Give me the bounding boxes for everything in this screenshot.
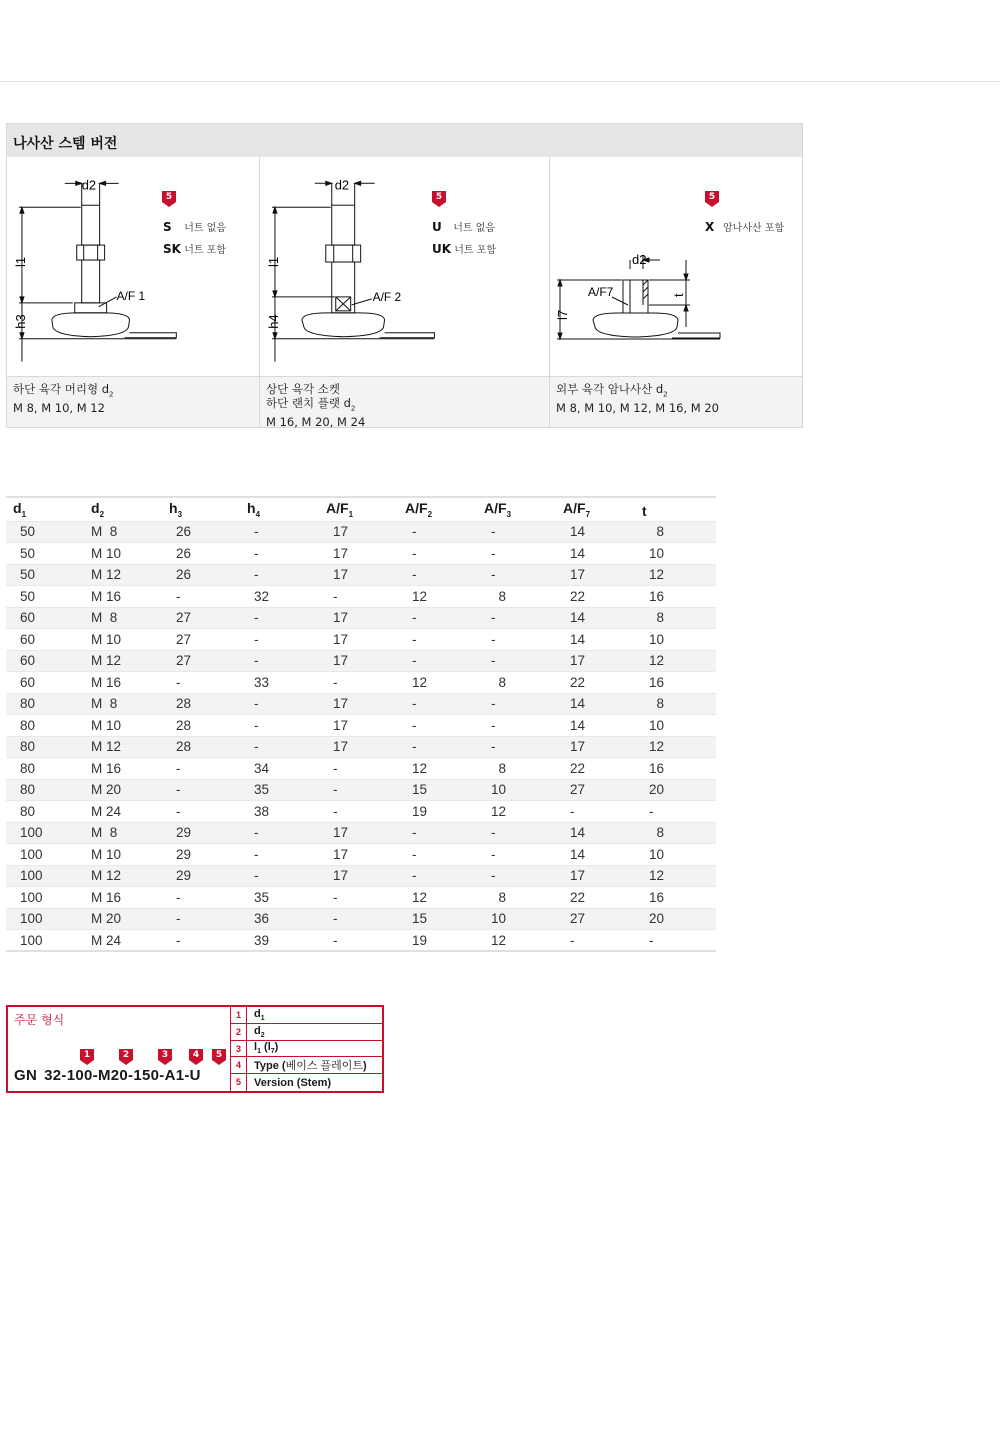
table-cell: M 20 — [84, 908, 162, 930]
table-cell: 60 — [6, 672, 84, 694]
table-cell: - — [477, 607, 556, 629]
column-header: t — [635, 497, 716, 521]
table-cell: 27 — [556, 779, 635, 801]
callout-h4: h4 — [265, 314, 281, 329]
table-cell: 50 — [6, 543, 84, 565]
callout-l7: l7 — [555, 309, 570, 320]
order-code-part: - — [159, 1067, 165, 1084]
order-badge-icon: 2 — [119, 1049, 133, 1065]
order-code-part: 150 — [133, 1067, 160, 1084]
table-cell: - — [240, 629, 319, 651]
table-row — [6, 865, 716, 887]
table-cell: 12 — [398, 586, 477, 608]
table-row — [6, 521, 716, 543]
table-cell: M 8 — [84, 822, 162, 844]
table-cell: - — [398, 564, 477, 586]
table-cell: M 8 — [84, 693, 162, 715]
table-cell: - — [162, 672, 240, 694]
table-header-row — [6, 497, 716, 521]
drawing-female-thread — [550, 157, 802, 376]
table-cell: 8 — [635, 521, 716, 543]
table-cell: 50 — [6, 586, 84, 608]
table-cell: 16 — [635, 586, 716, 608]
table-row — [6, 629, 716, 651]
table-cell: M 10 — [84, 844, 162, 866]
table-cell: 60 — [6, 650, 84, 672]
table-cell: 16 — [635, 887, 716, 909]
table-row — [6, 844, 716, 866]
table-cell: 17 — [319, 822, 398, 844]
table-cell: M 24 — [84, 801, 162, 823]
table-cell: 8 — [477, 672, 556, 694]
table-cell: M 12 — [84, 736, 162, 758]
table-cell: 20 — [635, 779, 716, 801]
table-cell: 17 — [319, 521, 398, 543]
callout-af1: A/F 1 — [116, 288, 146, 303]
order-code-part: - — [128, 1067, 134, 1084]
table-cell: M 8 — [84, 521, 162, 543]
order-legend-row: 1 $d_1$ — [231, 1007, 382, 1024]
callout-d2: d2 — [632, 252, 647, 267]
column-header: $h_4$ — [240, 497, 319, 521]
table-cell: 33 — [240, 672, 319, 694]
column-header: $d_1$ — [6, 497, 84, 521]
table-row — [6, 736, 716, 758]
table-cell: 17 — [319, 736, 398, 758]
table-cell: 14 — [556, 844, 635, 866]
option-s: S 너트 없음 — [163, 220, 227, 234]
table-cell: 32 — [240, 586, 319, 608]
table-cell: 8 — [477, 586, 556, 608]
order-format-box — [6, 1005, 384, 1093]
dimensions-table — [6, 496, 716, 952]
table-cell: - — [240, 564, 319, 586]
variant-panel-hex-socket — [260, 157, 550, 430]
table-cell: - — [556, 801, 635, 823]
table-cell: 14 — [556, 607, 635, 629]
table-cell: - — [319, 758, 398, 780]
table-cell: - — [477, 564, 556, 586]
order-title: 주문 형식 — [14, 1013, 65, 1027]
table-cell: 26 — [162, 521, 240, 543]
column-header: $A/F_2$ — [398, 497, 477, 521]
table-row — [6, 586, 716, 608]
table-row — [6, 693, 716, 715]
table-cell: - — [635, 801, 716, 823]
order-badge-icon: 4 — [189, 1049, 203, 1065]
table-cell: - — [162, 779, 240, 801]
table-cell: 22 — [556, 887, 635, 909]
variant-panel-female-thread — [550, 157, 802, 427]
table-cell: 80 — [6, 758, 84, 780]
table-cell: 80 — [6, 779, 84, 801]
table-cell: M 10 — [84, 543, 162, 565]
table-cell: - — [477, 629, 556, 651]
table-cell: 12 — [635, 736, 716, 758]
table-cell: 14 — [556, 629, 635, 651]
order-code-part: - — [61, 1067, 67, 1084]
table-cell: 29 — [162, 844, 240, 866]
table-cell: 14 — [556, 693, 635, 715]
table-cell: 22 — [556, 586, 635, 608]
table-cell: 17 — [319, 693, 398, 715]
table-cell: 39 — [240, 930, 319, 952]
table-cell: - — [635, 930, 716, 952]
table-cell: - — [319, 586, 398, 608]
table-cell: 12 — [398, 758, 477, 780]
table-cell: - — [398, 650, 477, 672]
table-cell: 28 — [162, 736, 240, 758]
table-cell: - — [240, 736, 319, 758]
order-badge-icon: 1 — [80, 1049, 94, 1065]
table-cell: - — [162, 930, 240, 952]
order-legend-row: 5 Version (Stem) — [231, 1074, 382, 1091]
order-code-part: M20 — [97, 1067, 129, 1084]
table-cell: 80 — [6, 801, 84, 823]
callout-af2: A/F 2 — [372, 289, 402, 304]
table-cell: - — [240, 715, 319, 737]
table-cell: M 20 — [84, 779, 162, 801]
version-badge-icon: 5 — [705, 191, 719, 207]
table-cell: - — [477, 736, 556, 758]
table-cell: 17 — [319, 715, 398, 737]
table-cell: 100 — [6, 844, 84, 866]
table-cell: 80 — [6, 693, 84, 715]
table-cell: 17 — [556, 564, 635, 586]
order-code-part: U — [189, 1067, 201, 1084]
table-cell: - — [240, 693, 319, 715]
table-cell: - — [477, 715, 556, 737]
order-code-part: 32 — [44, 1067, 62, 1084]
table-cell: 100 — [6, 908, 84, 930]
table-cell: M 10 — [84, 715, 162, 737]
table-cell: - — [319, 908, 398, 930]
table-cell: 80 — [6, 736, 84, 758]
table-cell: 10 — [477, 779, 556, 801]
order-code — [14, 1067, 201, 1084]
table-cell: 17 — [319, 650, 398, 672]
table-cell: 27 — [162, 650, 240, 672]
table-cell: M 10 — [84, 629, 162, 651]
column-header: $h_3$ — [162, 497, 240, 521]
table-cell: 12 — [635, 865, 716, 887]
table-cell: 17 — [319, 865, 398, 887]
table-cell: - — [398, 865, 477, 887]
table-cell: - — [240, 543, 319, 565]
order-legend-row: 2 $d_2$ — [231, 1024, 382, 1041]
table-cell: 60 — [6, 629, 84, 651]
order-badge-icon: 3 — [158, 1049, 172, 1065]
column-header: $A/F_1$ — [319, 497, 398, 521]
table-cell: 28 — [162, 693, 240, 715]
callout-d2: d2 — [334, 177, 350, 193]
table-cell: 12 — [477, 930, 556, 952]
table-row — [6, 607, 716, 629]
caption-hex-bottom: 하단 육각 머리형 $d_2$ M 8, M 10, M 12 — [7, 376, 259, 427]
table-row — [6, 930, 716, 952]
table-cell: - — [162, 801, 240, 823]
table-cell: - — [477, 521, 556, 543]
callout-t: t — [671, 293, 686, 297]
table-cell: 10 — [635, 844, 716, 866]
table-cell: 10 — [635, 629, 716, 651]
table-cell: 100 — [6, 822, 84, 844]
table-cell: 17 — [319, 607, 398, 629]
table-cell: 10 — [635, 543, 716, 565]
table-cell: 8 — [477, 758, 556, 780]
table-cell: 16 — [635, 758, 716, 780]
table-cell: - — [240, 521, 319, 543]
table-cell: 10 — [635, 715, 716, 737]
table-cell: 12 — [635, 650, 716, 672]
table-cell: 14 — [556, 543, 635, 565]
table-cell: - — [319, 801, 398, 823]
table-cell: - — [162, 908, 240, 930]
table-cell: 15 — [398, 908, 477, 930]
drawing-hex-bottom — [7, 157, 259, 376]
table-cell: - — [477, 543, 556, 565]
table-cell: 15 — [398, 779, 477, 801]
callout-af7: A/F7 — [588, 285, 614, 299]
table-cell: 8 — [477, 887, 556, 909]
table-row — [6, 822, 716, 844]
table-cell: - — [240, 844, 319, 866]
table-cell: 80 — [6, 715, 84, 737]
table-cell: - — [162, 586, 240, 608]
table-cell: - — [319, 930, 398, 952]
table-cell: M 16 — [84, 586, 162, 608]
table-cell: - — [398, 844, 477, 866]
table-row — [6, 672, 716, 694]
table-cell: 12 — [477, 801, 556, 823]
table-cell: M 16 — [84, 672, 162, 694]
table-cell: M 8 — [84, 607, 162, 629]
option-u: U 너트 없음 — [432, 220, 496, 234]
table-cell: 8 — [635, 607, 716, 629]
callout-h3: h3 — [12, 314, 28, 329]
table-cell: - — [477, 650, 556, 672]
column-header: $A/F_3$ — [477, 497, 556, 521]
order-legend — [230, 1007, 382, 1091]
table-cell: - — [398, 693, 477, 715]
table-cell: - — [477, 844, 556, 866]
table-cell: 27 — [162, 607, 240, 629]
column-header: $d_2$ — [84, 497, 162, 521]
table-cell: 27 — [162, 629, 240, 651]
table-cell: 100 — [6, 865, 84, 887]
table-cell: 20 — [635, 908, 716, 930]
table-cell: 50 — [6, 521, 84, 543]
table-cell: - — [556, 930, 635, 952]
order-legend-row: 3 $l_1$ $(l_7)$ — [231, 1041, 382, 1058]
version-badge-icon: 5 — [432, 191, 446, 207]
column-header: $A/F_7$ — [556, 497, 635, 521]
table-cell: - — [477, 822, 556, 844]
order-code-part: 100 — [66, 1067, 93, 1084]
option-sk: SK 너트 포함 — [163, 242, 227, 256]
order-code-part: GN — [14, 1067, 38, 1084]
table-row — [6, 543, 716, 565]
table-cell: 17 — [556, 736, 635, 758]
table-cell: 12 — [398, 887, 477, 909]
option-uk: UK 너트 포함 — [432, 242, 497, 256]
order-badge-icon: 5 — [212, 1049, 226, 1065]
table-row — [6, 779, 716, 801]
table-cell: 100 — [6, 887, 84, 909]
table-cell: 14 — [556, 715, 635, 737]
order-legend-row: 4 Type (베이스 플레이트) — [231, 1057, 382, 1074]
table-cell: - — [477, 693, 556, 715]
drawing-hex-socket — [260, 157, 549, 376]
table-row — [6, 887, 716, 909]
table-cell: 12 — [635, 564, 716, 586]
table-cell: 100 — [6, 930, 84, 952]
callout-d2: d2 — [81, 177, 97, 193]
table-row — [6, 564, 716, 586]
table-cell: - — [398, 607, 477, 629]
table-cell: 17 — [319, 844, 398, 866]
table-cell: 50 — [6, 564, 84, 586]
table-cell: 19 — [398, 930, 477, 952]
table-cell: M 16 — [84, 758, 162, 780]
table-cell: 60 — [6, 607, 84, 629]
table-cell: 19 — [398, 801, 477, 823]
table-cell: - — [162, 758, 240, 780]
table-cell: 22 — [556, 672, 635, 694]
table-cell: - — [240, 865, 319, 887]
table-cell: 16 — [635, 672, 716, 694]
table-cell: 17 — [319, 564, 398, 586]
table-cell: 17 — [556, 650, 635, 672]
table-cell: 17 — [556, 865, 635, 887]
table-cell: - — [240, 822, 319, 844]
table-cell: 35 — [240, 779, 319, 801]
table-cell: - — [319, 672, 398, 694]
table-cell: - — [398, 715, 477, 737]
table-cell: 26 — [162, 543, 240, 565]
table-cell: M 24 — [84, 930, 162, 952]
table-cell: 10 — [477, 908, 556, 930]
order-code-part: - — [184, 1067, 190, 1084]
table-cell: - — [240, 650, 319, 672]
section-title: 나사산 스템 버전 — [7, 124, 802, 157]
table-cell: 38 — [240, 801, 319, 823]
table-cell: 8 — [635, 693, 716, 715]
table-cell: 35 — [240, 887, 319, 909]
table-cell: - — [240, 607, 319, 629]
table-cell: - — [319, 887, 398, 909]
table-cell: 14 — [556, 521, 635, 543]
table-cell: 26 — [162, 564, 240, 586]
table-cell: - — [162, 887, 240, 909]
caption-hex-socket: 상단 육각 소켓 하단 랜치 플랫 $d_2$ M 16, M 20, M 24 — [260, 376, 549, 427]
table-cell: 8 — [635, 822, 716, 844]
table-cell: 22 — [556, 758, 635, 780]
table-cell: - — [398, 736, 477, 758]
table-cell: - — [398, 521, 477, 543]
table-row — [6, 908, 716, 930]
table-cell: M 16 — [84, 887, 162, 909]
table-cell: M 12 — [84, 650, 162, 672]
table-cell: 27 — [556, 908, 635, 930]
table-cell: 36 — [240, 908, 319, 930]
table-cell: 14 — [556, 822, 635, 844]
table-cell: - — [398, 543, 477, 565]
top-divider — [0, 81, 1000, 82]
table-cell: 12 — [398, 672, 477, 694]
table-row — [6, 715, 716, 737]
order-code-part: - — [92, 1067, 98, 1084]
table-cell: M 12 — [84, 865, 162, 887]
table-cell: 28 — [162, 715, 240, 737]
table-cell: 29 — [162, 865, 240, 887]
version-badge-icon: 5 — [162, 191, 176, 207]
table-cell: - — [398, 822, 477, 844]
table-cell: - — [398, 629, 477, 651]
callout-l1: l1 — [12, 256, 28, 267]
table-cell: - — [319, 779, 398, 801]
table-cell: 17 — [319, 543, 398, 565]
caption-female-thread: 외부 육각 암나사산 $d_2$ M 8, M 10, M 12, M 16, M 20 — [550, 376, 802, 427]
table-cell: - — [477, 865, 556, 887]
stem-versions-panel — [6, 123, 803, 428]
table-row — [6, 758, 716, 780]
callout-l1: l1 — [265, 256, 281, 267]
table-cell: M 12 — [84, 564, 162, 586]
table-cell: 17 — [319, 629, 398, 651]
table-row — [6, 801, 716, 823]
variant-panel-hex-bottom — [7, 157, 260, 427]
order-code-part: A1 — [164, 1067, 185, 1084]
option-x: X 암나사산 포함 — [705, 220, 785, 234]
table-cell: 34 — [240, 758, 319, 780]
table-cell: 29 — [162, 822, 240, 844]
table-row — [6, 650, 716, 672]
